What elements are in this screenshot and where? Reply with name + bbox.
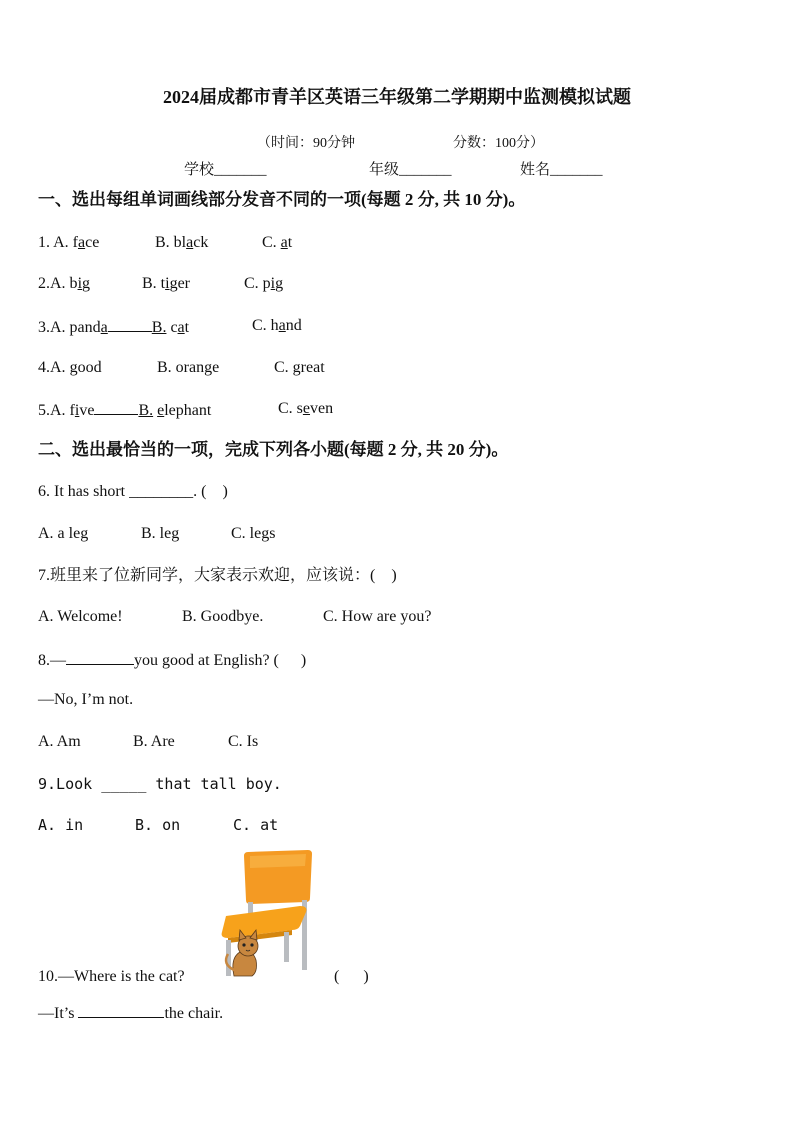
q3-option-a: 3.A. panda B. cat	[38, 316, 189, 338]
q10-stem: 10.—Where is the cat?	[38, 968, 185, 985]
q1-option-c: C. at	[262, 234, 293, 251]
q8-option-b: B. Are	[133, 733, 175, 750]
q9-option-a: A. in	[38, 816, 84, 834]
q7-option-a: A. Welcome!	[38, 608, 123, 625]
q8-answer: —No, I’m not.	[38, 691, 134, 708]
q8-stem: 8.— you good at English? ( )	[38, 649, 306, 671]
q2-option-b: B. tiger	[142, 275, 191, 292]
q10-answer: —It’s the chair.	[38, 1002, 223, 1024]
school-field: 学校_______	[184, 162, 267, 178]
q9-option-b: B. on	[135, 816, 181, 834]
q6-stem: 6. It has short ________. ( )	[38, 483, 228, 500]
q7-option-c: C. How are you?	[323, 608, 432, 625]
section-1-heading: 一、选出每组单词画线部分发音不同的一项(每题 2 分, 共 10 分)。	[38, 190, 526, 209]
q9-stem: 9.Look _____ that tall boy.	[38, 775, 282, 793]
q5-option-a: 5.A. five B. elephant	[38, 399, 211, 421]
q9-option-c: C. at	[233, 816, 279, 834]
name-field: 姓名_______	[520, 162, 603, 178]
exam-meta	[0, 117, 794, 153]
exam-score: 分数：100分）	[453, 136, 544, 151]
q4-option-c: C. great	[274, 359, 325, 376]
exam-time: （时间：90分钟	[257, 136, 355, 151]
q8-option-a: A. Am	[38, 733, 81, 750]
q1-option-a: 1. A. face	[38, 234, 100, 251]
q7-option-b: B. Goodbye.	[182, 608, 264, 625]
page-title: 2024届成都市青羊区英语三年级第二学期期中监测模拟试题	[163, 87, 631, 107]
section-2-heading: 二、选出最恰当的一项，完成下列各小题(每题 2 分, 共 20 分)。	[38, 440, 509, 459]
q2-option-c: C. pig	[244, 275, 284, 292]
q4-option-a: 4.A. good	[38, 359, 102, 376]
q8-option-c: C. Is	[228, 733, 259, 750]
q5-option-c: C. seven	[278, 400, 334, 417]
q3-option-c: C. hand	[252, 317, 302, 334]
q4-option-b: B. orange	[157, 359, 220, 376]
grade-field: 年级_______	[369, 162, 452, 178]
q6-option-a: A. a leg	[38, 525, 89, 542]
chair-with-cat-image	[212, 846, 316, 980]
q6-option-c: C. legs	[231, 525, 276, 542]
q2-option-a: 2.A. big	[38, 275, 91, 292]
q10-answer-paren: ( )	[334, 968, 369, 985]
q7-stem: 7.班里来了位新同学，大家表示欢迎，应该说：( )	[38, 567, 397, 584]
q1-option-b: B. black	[155, 234, 209, 251]
q6-option-b: B. leg	[141, 525, 180, 542]
